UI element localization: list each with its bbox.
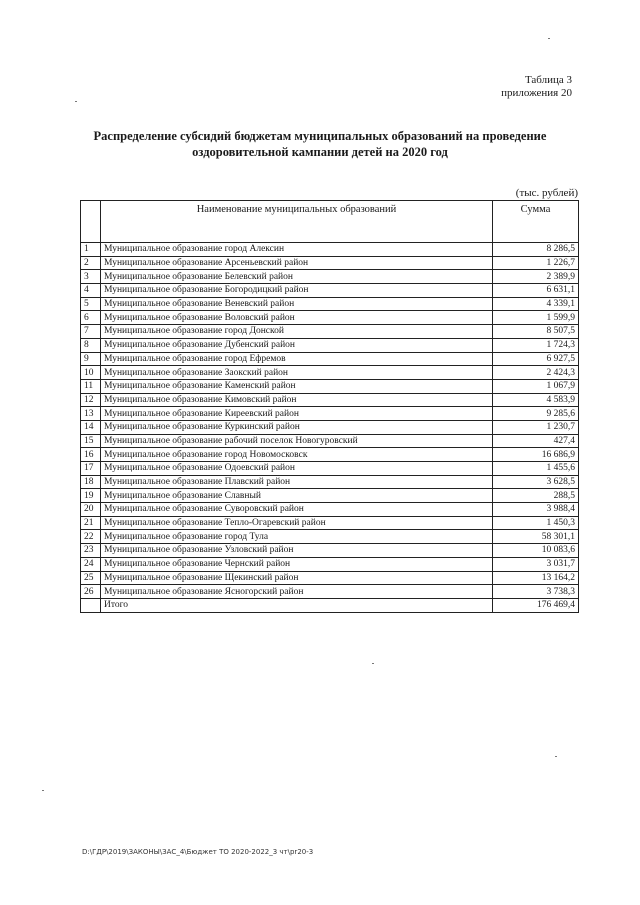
header-municipality: Наименование муниципальных образований xyxy=(101,201,493,243)
subsidy-amount: 4 339,1 xyxy=(493,297,579,311)
table-row xyxy=(81,462,579,476)
table-row xyxy=(81,284,579,298)
title-line-2: оздоровительной кампании детей на 2020 год xyxy=(192,145,448,159)
subsidy-amount: 6 631,1 xyxy=(493,284,579,298)
municipality-name: Муниципальное образование Веневский район xyxy=(101,297,493,311)
table-row xyxy=(81,393,579,407)
row-number: 15 xyxy=(81,434,101,448)
table-reference xyxy=(501,74,572,100)
units-label: (тыс. рублей) xyxy=(515,187,578,199)
table-row xyxy=(81,311,579,325)
subsidy-amount: 16 686,9 xyxy=(493,448,579,462)
scan-speck xyxy=(372,663,374,664)
municipality-name: Муниципальное образование город Ефремов xyxy=(101,352,493,366)
row-number: 10 xyxy=(81,366,101,380)
subsidy-amount: 288,5 xyxy=(493,489,579,503)
table-row xyxy=(81,297,579,311)
row-number: 9 xyxy=(81,352,101,366)
subsidy-amount: 1 230,7 xyxy=(493,420,579,434)
subsidy-amount: 427,4 xyxy=(493,434,579,448)
table-body xyxy=(81,243,579,599)
subsidy-amount: 9 285,6 xyxy=(493,407,579,421)
municipality-name: Муниципальное образование Воловский район xyxy=(101,311,493,325)
total-label: Итого xyxy=(101,598,493,612)
row-number: 7 xyxy=(81,325,101,339)
row-number: 24 xyxy=(81,557,101,571)
subsidy-amount: 3 031,7 xyxy=(493,557,579,571)
municipality-name: Муниципальное образование город Новомосковск xyxy=(101,448,493,462)
subsidy-amount: 4 583,9 xyxy=(493,393,579,407)
municipality-name: Муниципальное образование Каменский район xyxy=(101,379,493,393)
row-number: 25 xyxy=(81,571,101,585)
subsidy-amount: 3 628,5 xyxy=(493,475,579,489)
subsidy-table xyxy=(80,200,579,613)
municipality-name: Муниципальное образование город Донской xyxy=(101,325,493,339)
table-row xyxy=(81,516,579,530)
table-row xyxy=(81,325,579,339)
table-row xyxy=(81,243,579,257)
municipality-name: Муниципальное образование Одоевский район xyxy=(101,462,493,476)
table-number: Таблица 3 xyxy=(524,74,572,86)
municipality-name: Муниципальное образование Кимовский район xyxy=(101,393,493,407)
municipality-name: Муниципальное образование Плавский район xyxy=(101,475,493,489)
table-row xyxy=(81,530,579,544)
table-row xyxy=(81,338,579,352)
table-row xyxy=(81,571,579,585)
municipality-name: Муниципальное образование Чернский район xyxy=(101,557,493,571)
row-number: 3 xyxy=(81,270,101,284)
row-number: 16 xyxy=(81,448,101,462)
table-row xyxy=(81,270,579,284)
table-header-row xyxy=(81,201,579,243)
table-row xyxy=(81,503,579,517)
scan-speck xyxy=(555,756,557,757)
table-row xyxy=(81,420,579,434)
municipality-name: Муниципальное образование Славный xyxy=(101,489,493,503)
title-line-1: Распределение субсидий бюджетам муниципальных образований на проведение xyxy=(93,129,547,143)
scan-speck xyxy=(75,101,77,102)
table-row xyxy=(81,557,579,571)
subsidy-amount: 13 164,2 xyxy=(493,571,579,585)
table-row xyxy=(81,407,579,421)
subsidy-amount: 1 450,3 xyxy=(493,516,579,530)
municipality-name: Муниципальное образование Суворовский район xyxy=(101,503,493,517)
header-amount: Сумма xyxy=(493,201,579,243)
subsidy-amount: 58 301,1 xyxy=(493,530,579,544)
subsidy-amount: 2 389,9 xyxy=(493,270,579,284)
row-number: 1 xyxy=(81,243,101,257)
subsidy-amount: 1 724,3 xyxy=(493,338,579,352)
row-number: 21 xyxy=(81,516,101,530)
row-number: 12 xyxy=(81,393,101,407)
municipality-name: Муниципальное образование Заокский район xyxy=(101,366,493,380)
subsidy-amount: 1 455,6 xyxy=(493,462,579,476)
total-row xyxy=(81,598,579,612)
subsidy-amount: 10 083,6 xyxy=(493,544,579,558)
subsidy-amount: 8 286,5 xyxy=(493,243,579,257)
row-number: 18 xyxy=(81,475,101,489)
table-row xyxy=(81,256,579,270)
row-number: 19 xyxy=(81,489,101,503)
row-number: 4 xyxy=(81,284,101,298)
row-number: 26 xyxy=(81,585,101,599)
municipality-name: Муниципальное образование Богородицкий район xyxy=(101,284,493,298)
municipality-name: Муниципальное образование Дубенский район xyxy=(101,338,493,352)
row-number: 20 xyxy=(81,503,101,517)
municipality-name: Муниципальное образование рабочий поселок Новогуровский xyxy=(101,434,493,448)
table-row xyxy=(81,475,579,489)
subsidy-amount: 1 226,7 xyxy=(493,256,579,270)
table-row xyxy=(81,448,579,462)
subsidy-amount: 3 988,4 xyxy=(493,503,579,517)
subsidy-amount: 8 507,5 xyxy=(493,325,579,339)
municipality-name: Муниципальное образование город Алексин xyxy=(101,243,493,257)
row-number: 5 xyxy=(81,297,101,311)
total-amount: 176 469,4 xyxy=(493,598,579,612)
subsidy-amount: 6 927,5 xyxy=(493,352,579,366)
municipality-name: Муниципальное образование Белевский район xyxy=(101,270,493,284)
row-number: 17 xyxy=(81,462,101,476)
table-row xyxy=(81,379,579,393)
header-number xyxy=(81,201,101,243)
municipality-name: Муниципальное образование город Тула xyxy=(101,530,493,544)
municipality-name: Муниципальное образование Узловский район xyxy=(101,544,493,558)
row-number: 11 xyxy=(81,379,101,393)
municipality-name: Муниципальное образование Тепло-Огаревский район xyxy=(101,516,493,530)
row-number: 13 xyxy=(81,407,101,421)
row-number: 23 xyxy=(81,544,101,558)
subsidy-amount: 1 599,9 xyxy=(493,311,579,325)
total-number-cell xyxy=(81,598,101,612)
subsidy-amount: 2 424,3 xyxy=(493,366,579,380)
row-number: 14 xyxy=(81,420,101,434)
subsidy-amount: 3 738,3 xyxy=(493,585,579,599)
scan-speck xyxy=(42,790,44,791)
row-number: 8 xyxy=(81,338,101,352)
row-number: 6 xyxy=(81,311,101,325)
row-number: 22 xyxy=(81,530,101,544)
table-row xyxy=(81,489,579,503)
table-row xyxy=(81,366,579,380)
subsidy-amount: 1 067,9 xyxy=(493,379,579,393)
table-row xyxy=(81,585,579,599)
scan-speck xyxy=(548,38,550,39)
row-number: 2 xyxy=(81,256,101,270)
table-row xyxy=(81,434,579,448)
municipality-name: Муниципальное образование Куркинский район xyxy=(101,420,493,434)
municipality-name: Муниципальное образование Киреевский район xyxy=(101,407,493,421)
appendix-number: приложения 20 xyxy=(501,87,572,99)
table-row xyxy=(81,352,579,366)
file-path-footer: D:\ГДР\2019\ЗАКОНЫ\ЗАС_4\Бюджет ТО 2020-2022_3 чт\pr20-3 xyxy=(82,848,314,856)
municipality-name: Муниципальное образование Арсеньевский район xyxy=(101,256,493,270)
municipality-name: Муниципальное образование Щекинский район xyxy=(101,571,493,585)
document-title xyxy=(80,128,560,160)
table-row xyxy=(81,544,579,558)
municipality-name: Муниципальное образование Ясногорский район xyxy=(101,585,493,599)
